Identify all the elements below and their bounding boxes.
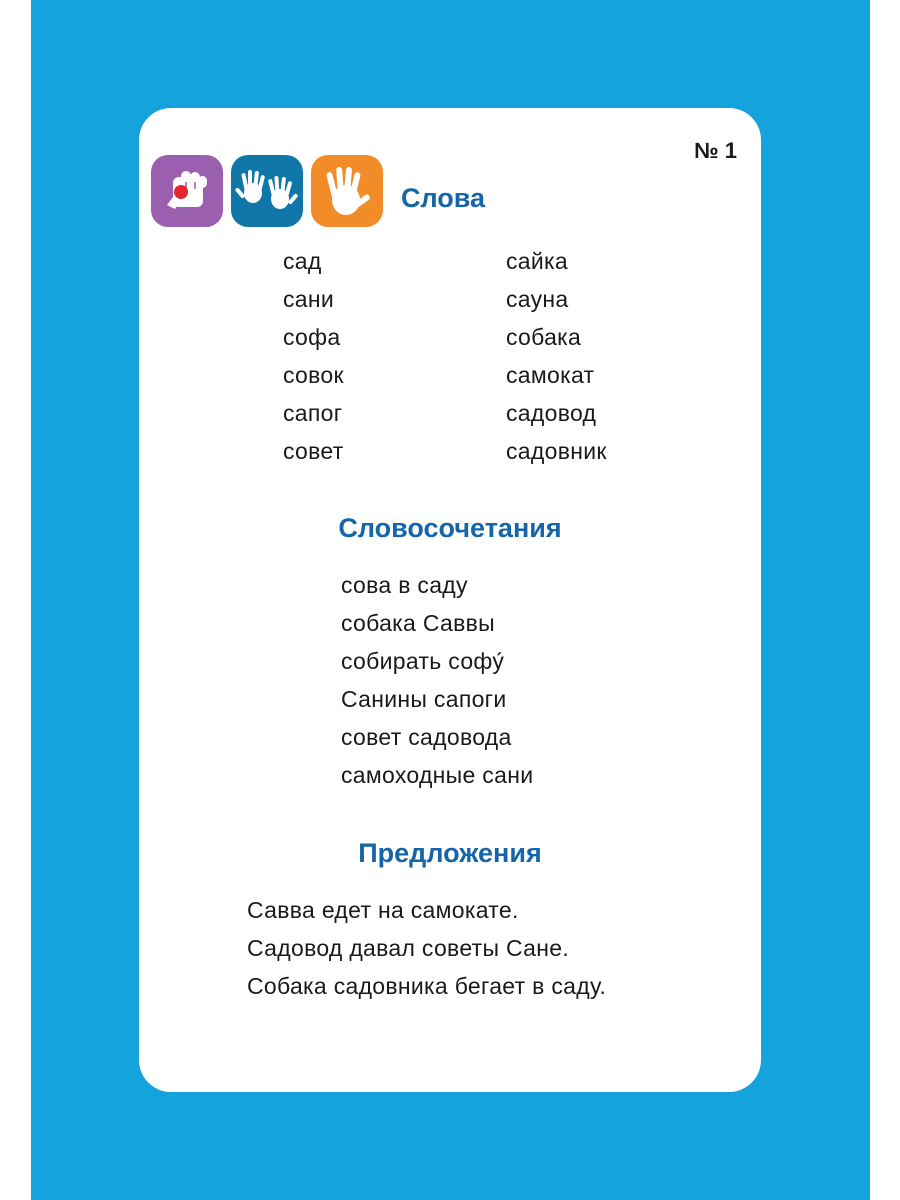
words-right-column (506, 242, 607, 470)
icon-row (151, 155, 383, 227)
word-item: сайка (506, 248, 568, 274)
words-left-column (283, 242, 344, 470)
card-number: № 1 (694, 138, 737, 163)
phrase-item: сова в саду (341, 572, 468, 598)
word-item: самокат (506, 362, 595, 388)
sentences-list (247, 891, 606, 1005)
sentences-heading: Предложения (358, 838, 542, 868)
open-hand-icon (311, 155, 383, 227)
word-item: сад (283, 248, 322, 274)
phrase-item: собака Саввы (341, 610, 495, 636)
sentence-item: Собака садовника бегает в саду. (247, 973, 607, 999)
phrase-item: самоходные сани (341, 762, 534, 788)
sentence-item: Савва едет на самокате. (247, 897, 519, 923)
word-item: совок (283, 362, 344, 388)
word-item: совет (283, 438, 344, 464)
phrase-item: Санины сапоги (341, 686, 507, 712)
words-heading: Слова (401, 183, 486, 213)
word-item: сапог (283, 400, 343, 426)
fist-icon (151, 155, 223, 227)
phrases-heading: Словосочетания (338, 513, 562, 543)
word-item: софа (283, 324, 341, 350)
word-item: садовник (506, 438, 607, 464)
two-hands-icon (231, 155, 303, 227)
phrase-item: собирать софу́ (341, 648, 505, 674)
phrases-list (341, 566, 533, 794)
sentence-item: Садовод давал советы Сане. (247, 935, 570, 961)
phrase-item: совет садовода (341, 724, 512, 750)
exercise-card (139, 108, 761, 1092)
word-item: сани (283, 286, 335, 312)
word-item: сауна (506, 286, 569, 312)
word-item: собака (506, 324, 582, 350)
word-item: садовод (506, 400, 597, 426)
